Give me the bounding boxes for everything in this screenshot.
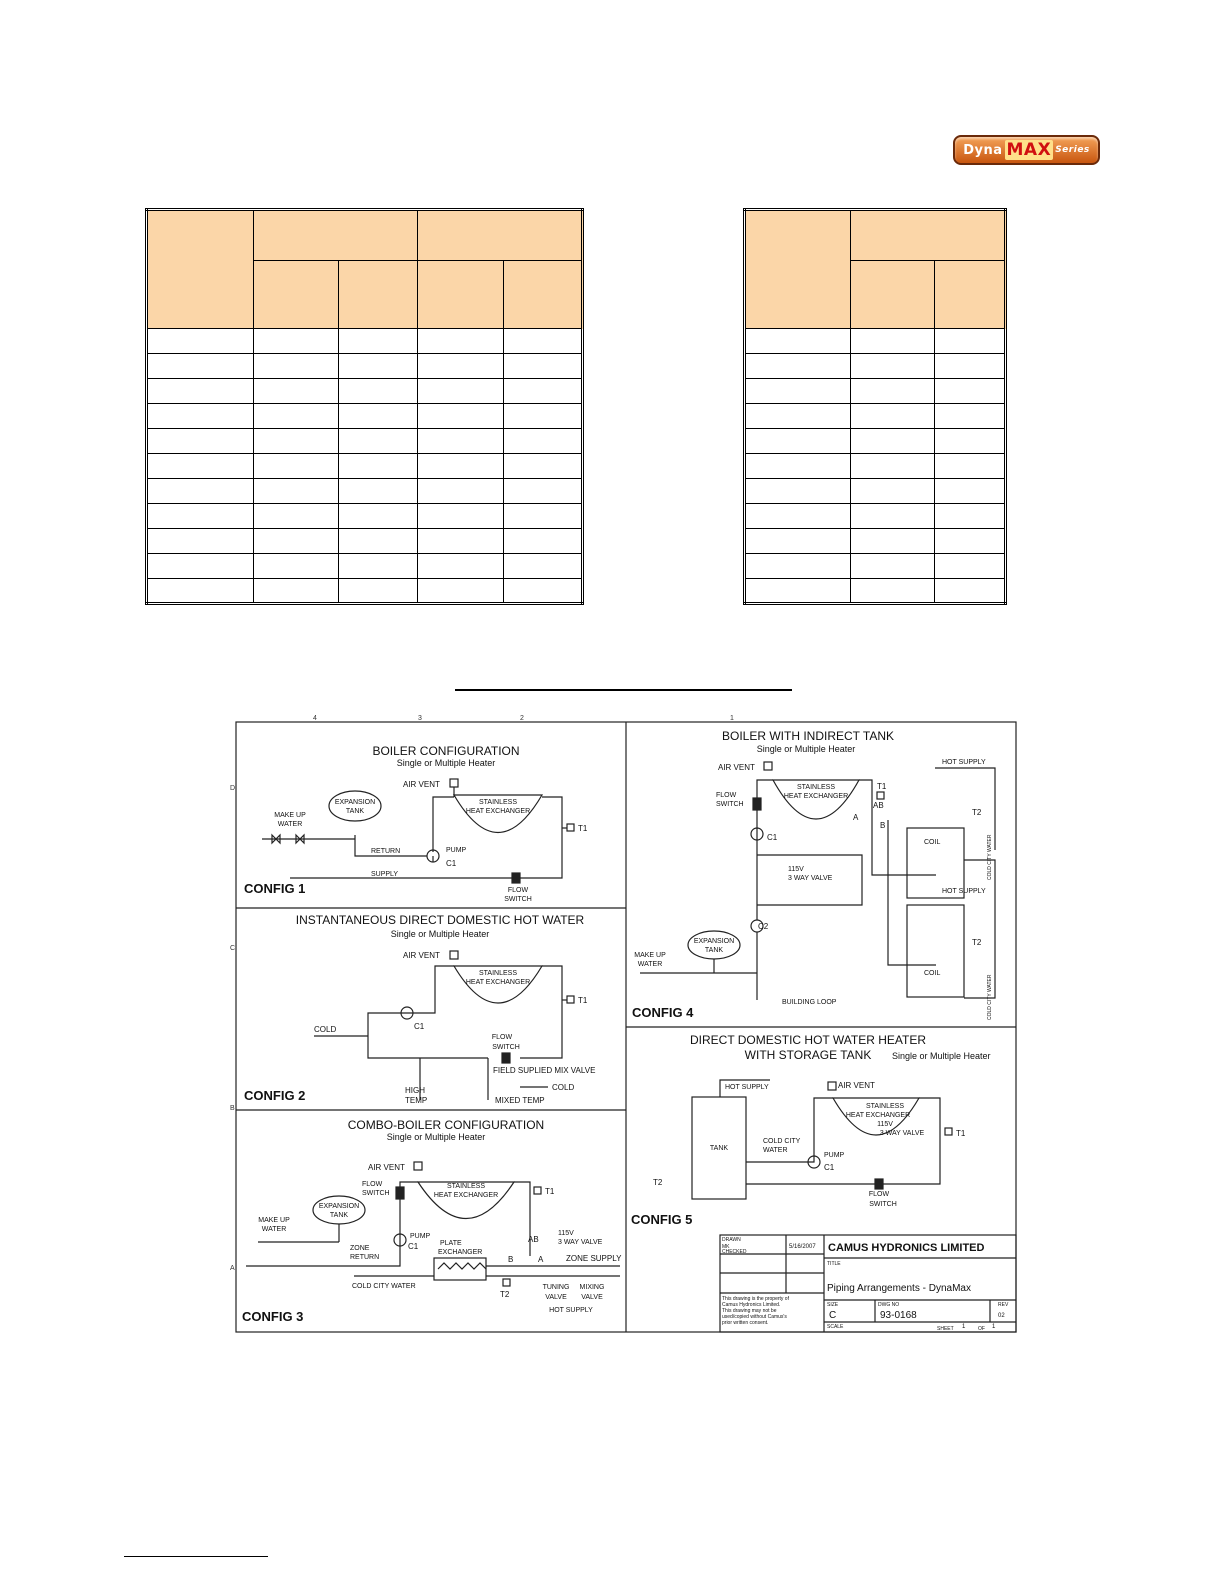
table-cell — [745, 529, 851, 554]
label-mixed-temp: MIXED TEMP — [495, 1096, 545, 1105]
label-cold-city-water: COLD CITY WATER — [987, 974, 993, 1020]
label-supply: SUPPLY — [371, 871, 399, 878]
label-make-up-water: MAKE UP — [258, 1217, 290, 1224]
table-cell — [745, 354, 851, 379]
table-header-cell — [418, 261, 504, 329]
label-cold-city-water: COLD CITY — [763, 1138, 801, 1145]
label-flow-switch: FLOW — [507, 887, 529, 894]
table-cell — [254, 579, 339, 604]
section-underline — [455, 689, 792, 691]
table-cell — [418, 529, 504, 554]
value-dwg-no: 93-0168 — [880, 1310, 917, 1321]
table-cell — [745, 479, 851, 504]
label-scale: SCALE — [827, 1324, 844, 1330]
table-cell — [147, 529, 254, 554]
drawing-note: This drawing is the property of — [722, 1296, 789, 1302]
label-t2: T2 — [653, 1178, 663, 1187]
flow-switch-symbol — [512, 873, 520, 883]
expansion-tank-symbol — [329, 791, 381, 821]
sizing-table-right — [743, 208, 1007, 605]
table-cell — [418, 504, 504, 529]
piping-arrangements-drawing — [224, 712, 1030, 1340]
label-flow-switch: SWITCH — [716, 801, 744, 808]
table-row — [147, 454, 583, 479]
label-cold-city-water: COLD CITY WATER — [987, 834, 993, 880]
label-c1: C1 — [408, 1242, 419, 1251]
label-high-temp: TEMP — [405, 1096, 428, 1105]
table-cell — [935, 354, 1006, 379]
label-heat-exchanger: STAINLESS — [479, 970, 517, 977]
label-tuning-valve: VALVE — [545, 1294, 567, 1301]
config-3-subtitle: Single or Multiple Heater — [386, 1132, 486, 1142]
table-header-cell — [504, 261, 583, 329]
table-cell — [254, 479, 339, 504]
table-body — [745, 329, 1006, 604]
label-checked: CHECKED — [722, 1249, 747, 1255]
table-cell — [339, 454, 418, 479]
label-expansion-tank: EXPANSION — [318, 1203, 360, 1210]
table-cell — [418, 379, 504, 404]
table-cell — [147, 429, 254, 454]
drawing-note: used/copied without Camus's — [722, 1314, 787, 1320]
table-row — [745, 479, 1006, 504]
table-cell — [851, 504, 935, 529]
label-make-up-water: MAKE UP — [634, 952, 666, 959]
label-flow-switch: FLOW — [716, 792, 737, 799]
value-sheet: 1 — [962, 1324, 966, 1330]
table-cell — [339, 429, 418, 454]
label-rev: REV — [998, 1302, 1009, 1308]
label-building-loop: BUILDING LOOP — [782, 999, 837, 1006]
config-2-panel — [314, 951, 574, 1100]
value-drawn-by: MK — [722, 1244, 730, 1250]
table-cell — [418, 329, 504, 354]
table-header-cell — [935, 261, 1006, 329]
table-cell — [851, 529, 935, 554]
table-cell — [745, 329, 851, 354]
table-cell — [418, 479, 504, 504]
label-air-vent: AIR VENT — [368, 1163, 405, 1172]
table-row — [147, 329, 583, 354]
config-3-title: COMBO-BOILER CONFIGURATION — [347, 1118, 545, 1132]
table-cell — [935, 454, 1006, 479]
table-cell — [254, 454, 339, 479]
table-cell — [254, 554, 339, 579]
table-cell — [851, 404, 935, 429]
table-cell — [745, 454, 851, 479]
table-cell — [851, 354, 935, 379]
table-cell — [504, 554, 583, 579]
table-cell — [147, 454, 254, 479]
label-mixing-valve: MIXING — [579, 1284, 605, 1291]
table-cell — [504, 379, 583, 404]
table-header-cell — [851, 261, 935, 329]
label-make-up-water: MAKE UP — [274, 812, 306, 819]
table-cell — [418, 554, 504, 579]
table-cell — [339, 554, 418, 579]
label-t1: T1 — [545, 1187, 555, 1196]
config-4-title: BOILER WITH INDIRECT TANK — [721, 729, 895, 743]
logo-text-dyna: Dyna — [963, 142, 1003, 158]
label-size: SIZE — [827, 1302, 839, 1308]
label-heat-exchanger: HEAT EXCHANGER — [845, 1112, 911, 1119]
table-cell — [339, 479, 418, 504]
label-hot-supply: HOT SUPPLY — [549, 1307, 593, 1314]
table-row — [147, 429, 583, 454]
config-5-label: CONFIG 5 — [631, 1212, 693, 1227]
table-cell — [851, 454, 935, 479]
table-header-cell — [745, 210, 851, 329]
drawing-note: This drawing may not be — [722, 1308, 777, 1314]
label-pump: PUMP — [824, 1152, 845, 1159]
label-plate-exchanger: EXCHANGER — [438, 1249, 483, 1256]
table-cell — [418, 354, 504, 379]
table-cell — [147, 504, 254, 529]
table-cell — [147, 354, 254, 379]
value-date: 5/16/2007 — [789, 1244, 816, 1250]
table-row — [147, 554, 583, 579]
table-cell — [745, 429, 851, 454]
label-zone-return: RETURN — [350, 1254, 380, 1261]
table-cell — [851, 429, 935, 454]
table-row — [745, 504, 1006, 529]
table-cell — [254, 354, 339, 379]
table-row — [745, 554, 1006, 579]
table-row — [745, 454, 1006, 479]
label-high-temp: HIGH — [405, 1086, 425, 1095]
label-make-up-water: WATER — [261, 1226, 287, 1233]
label-cold-city-water: WATER — [763, 1147, 788, 1154]
label-plate-exchanger: PLATE — [440, 1240, 462, 1247]
table-cell — [339, 504, 418, 529]
table-cell — [339, 354, 418, 379]
grid-label: 1 — [730, 715, 734, 722]
label-t1: T1 — [877, 782, 887, 791]
config-4-subtitle: Single or Multiple Heater — [756, 744, 856, 754]
table-cell — [254, 429, 339, 454]
table-row — [147, 529, 583, 554]
table-row — [147, 354, 583, 379]
air-vent-symbol — [450, 779, 458, 787]
table-cell — [504, 454, 583, 479]
sizing-table-left — [145, 208, 584, 605]
label-make-up-water: WATER — [637, 961, 663, 968]
label-flow-switch: FLOW — [868, 1191, 890, 1198]
company-name: CAMUS HYDRONICS LIMITED — [828, 1242, 985, 1254]
label-3-way-valve: 3 WAY VALVE — [879, 1130, 925, 1137]
label-make-up-water: WATER — [277, 821, 303, 828]
config-1-subtitle: Single or Multiple Heater — [396, 758, 496, 768]
label-3-way-valve: 115V — [558, 1230, 574, 1237]
label-expansion-tank: EXPANSION — [693, 938, 735, 945]
label-zone-supply: ZONE SUPPLY — [566, 1254, 622, 1263]
config-4-label: CONFIG 4 — [632, 1005, 694, 1020]
table-cell — [147, 379, 254, 404]
grid-label: D — [230, 785, 236, 792]
table-header-cell — [147, 210, 254, 329]
label-cold-city-water: COLD CITY WATER — [352, 1283, 416, 1290]
label-tank: TANK — [709, 1145, 729, 1152]
table-row — [147, 504, 583, 529]
grid-label: B — [230, 1105, 235, 1112]
table-cell — [504, 329, 583, 354]
label-b: B — [508, 1255, 514, 1264]
table-cell — [339, 529, 418, 554]
label-flow-switch: SWITCH — [492, 1044, 520, 1051]
label-t1: T1 — [578, 996, 588, 1005]
label-mix-valve: FIELD SUPLIED MIX VALVE — [493, 1066, 596, 1075]
label-dwg-no: DWG NO — [878, 1302, 900, 1308]
label-c1: C1 — [767, 833, 778, 842]
drawing-title: Piping Arrangements - DynaMax — [827, 1283, 971, 1294]
label-air-vent: AIR VENT — [403, 951, 440, 960]
label-sheet: SHEET — [937, 1326, 954, 1332]
table-cell — [745, 554, 851, 579]
table-cell — [504, 429, 583, 454]
config-2-label: CONFIG 2 — [244, 1088, 306, 1103]
table-cell — [254, 404, 339, 429]
table-row — [147, 404, 583, 429]
label-3-way-valve: 115V — [877, 1121, 893, 1128]
label-flow-switch: SWITCH — [362, 1190, 390, 1197]
table-cell — [851, 379, 935, 404]
label-flow-switch: SWITCH — [504, 896, 532, 903]
label-zone-return: ZONE — [350, 1245, 370, 1252]
table-cell — [504, 579, 583, 604]
label-title: TITLE — [827, 1261, 841, 1267]
label-heat-exchanger: HEAT EXCHANGER — [465, 808, 531, 815]
value-size: C — [829, 1310, 837, 1321]
table-header-cell — [851, 210, 1006, 261]
table-cell — [418, 404, 504, 429]
label-c1: C1 — [414, 1022, 425, 1031]
label-ab: AB — [873, 801, 884, 810]
table-header-cell — [254, 261, 339, 329]
table-cell — [339, 579, 418, 604]
config-3-panel — [246, 1162, 620, 1286]
label-tuning-valve: TUNING — [542, 1284, 570, 1291]
label-heat-exchanger: HEAT EXCHANGER — [465, 979, 531, 986]
table-cell — [339, 404, 418, 429]
label-pump: PUMP — [446, 847, 467, 854]
grid-label: 3 — [418, 715, 422, 722]
grid-label: 4 — [313, 715, 317, 722]
label-t1: T1 — [578, 824, 588, 833]
label-heat-exchanger: STAINLESS — [866, 1103, 904, 1110]
table-cell — [504, 354, 583, 379]
table-cell — [745, 404, 851, 429]
logo-text-series: Series — [1055, 145, 1090, 155]
label-air-vent: AIR VENT — [718, 763, 755, 772]
table-cell — [851, 579, 935, 604]
table-row — [147, 479, 583, 504]
label-c1: C1 — [824, 1163, 835, 1172]
table-cell — [147, 554, 254, 579]
label-heat-exchanger: HEAT EXCHANGER — [783, 793, 849, 800]
table-cell — [147, 329, 254, 354]
drawing-note: prior written consent. — [722, 1320, 769, 1326]
config-1-title: BOILER CONFIGURATION — [372, 744, 520, 758]
label-b: B — [880, 821, 886, 830]
table-cell — [339, 379, 418, 404]
table-cell — [254, 529, 339, 554]
label-coil: COIL — [924, 839, 941, 846]
label-hot-supply: HOT SUPPLY — [725, 1084, 769, 1091]
label-air-vent: AIR VENT — [403, 780, 440, 789]
table-row — [745, 579, 1006, 604]
table-cell — [147, 404, 254, 429]
label-return: RETURN — [371, 848, 401, 855]
footer-rule — [124, 1556, 268, 1557]
label-flow-switch: SWITCH — [869, 1201, 897, 1208]
table-header-cell — [339, 261, 418, 329]
logo-text-max: MAX — [1006, 140, 1052, 160]
table-row — [745, 404, 1006, 429]
table-cell — [935, 554, 1006, 579]
label-expansion-tank: TANK — [704, 947, 724, 954]
grid-label: A — [230, 1265, 235, 1272]
label-cold: COLD — [552, 1083, 575, 1092]
label-expansion-tank: EXPANSION — [334, 799, 376, 806]
table-cell — [935, 379, 1006, 404]
config-5-title: DIRECT DOMESTIC HOT WATER HEATER — [689, 1033, 927, 1047]
table-row — [745, 329, 1006, 354]
table-cell — [418, 429, 504, 454]
label-cold: COLD — [314, 1025, 337, 1034]
table-cell — [935, 504, 1006, 529]
label-c1: C1 — [446, 859, 457, 868]
config-1-panel — [262, 779, 574, 883]
table-cell — [935, 429, 1006, 454]
table-row — [745, 379, 1006, 404]
drawing-note: Camus Hydronics Limited. — [722, 1302, 781, 1308]
table-cell — [745, 504, 851, 529]
table-cell — [504, 529, 583, 554]
table-cell — [254, 504, 339, 529]
label-drawn: DRAWN — [722, 1237, 741, 1243]
label-3-way-valve: 115V — [788, 866, 804, 873]
label-air-vent: AIR VENT — [838, 1081, 875, 1090]
label-a: A — [853, 813, 859, 822]
table-cell — [418, 579, 504, 604]
label-t2: T2 — [972, 938, 982, 947]
table-cell — [147, 579, 254, 604]
label-3-way-valve: 3 WAY VALVE — [788, 875, 833, 882]
label-a: A — [538, 1255, 544, 1264]
dynamax-logo — [953, 135, 1100, 165]
table-cell — [504, 404, 583, 429]
label-of: OF — [978, 1326, 985, 1332]
table-row — [745, 354, 1006, 379]
grid-label: C — [230, 945, 236, 952]
t1-sensor — [567, 824, 574, 831]
config-1-label: CONFIG 1 — [244, 881, 306, 896]
table-cell — [745, 379, 851, 404]
table-row — [745, 529, 1006, 554]
label-t2: T2 — [972, 808, 982, 817]
label-t2: T2 — [500, 1290, 510, 1299]
table-cell — [254, 379, 339, 404]
table-cell — [851, 479, 935, 504]
table-cell — [504, 479, 583, 504]
grid-label: 2 — [520, 715, 524, 722]
table-header-cell — [418, 210, 583, 261]
label-hot-supply: HOT SUPPLY — [942, 888, 986, 895]
table-cell — [935, 529, 1006, 554]
label-expansion-tank: TANK — [329, 1212, 349, 1219]
table-cell — [418, 454, 504, 479]
table-cell — [745, 579, 851, 604]
indirect-tank-2 — [907, 905, 964, 997]
table-body — [147, 329, 583, 604]
label-hot-supply: HOT SUPPLY — [942, 759, 986, 766]
table-cell — [935, 579, 1006, 604]
label-t1: T1 — [956, 1129, 966, 1138]
table-cell — [339, 329, 418, 354]
label-heat-exchanger: STAINLESS — [797, 784, 835, 791]
table-cell — [851, 329, 935, 354]
label-heat-exchanger: HEAT EXCHANGER — [433, 1192, 499, 1199]
label-coil: COIL — [924, 970, 941, 977]
table-cell — [851, 554, 935, 579]
table-row — [147, 579, 583, 604]
label-heat-exchanger: STAINLESS — [447, 1183, 485, 1190]
label-3-way-valve: 3 WAY VALVE — [558, 1239, 603, 1246]
table-cell — [935, 479, 1006, 504]
value-of: 1 — [992, 1324, 996, 1330]
label-flow-switch: FLOW — [491, 1034, 513, 1041]
config-2-subtitle: Single or Multiple Heater — [390, 929, 490, 939]
table-cell — [935, 404, 1006, 429]
table-cell — [504, 504, 583, 529]
label-c2: C2 — [758, 922, 769, 931]
table-row — [147, 379, 583, 404]
table-row — [745, 429, 1006, 454]
label-expansion-tank: TANK — [345, 808, 365, 815]
table-header-cell — [254, 210, 418, 261]
config-5-subtitle: Single or Multiple Heater — [892, 1051, 991, 1061]
table-cell — [935, 329, 1006, 354]
config-5-title: WITH STORAGE TANK — [744, 1048, 872, 1062]
label-heat-exchanger: STAINLESS — [479, 799, 517, 806]
table-cell — [147, 479, 254, 504]
label-flow-switch: FLOW — [362, 1181, 383, 1188]
label-ab: AB — [528, 1235, 539, 1244]
label-pump: PUMP — [410, 1233, 431, 1240]
config-2-title: INSTANTANEOUS DIRECT DOMESTIC HOT WATER — [295, 913, 585, 927]
value-rev: 02 — [998, 1313, 1005, 1319]
config-5-panel — [692, 1080, 952, 1199]
config-3-label: CONFIG 3 — [242, 1309, 304, 1324]
table-cell — [254, 329, 339, 354]
label-mixing-valve: VALVE — [581, 1294, 603, 1301]
